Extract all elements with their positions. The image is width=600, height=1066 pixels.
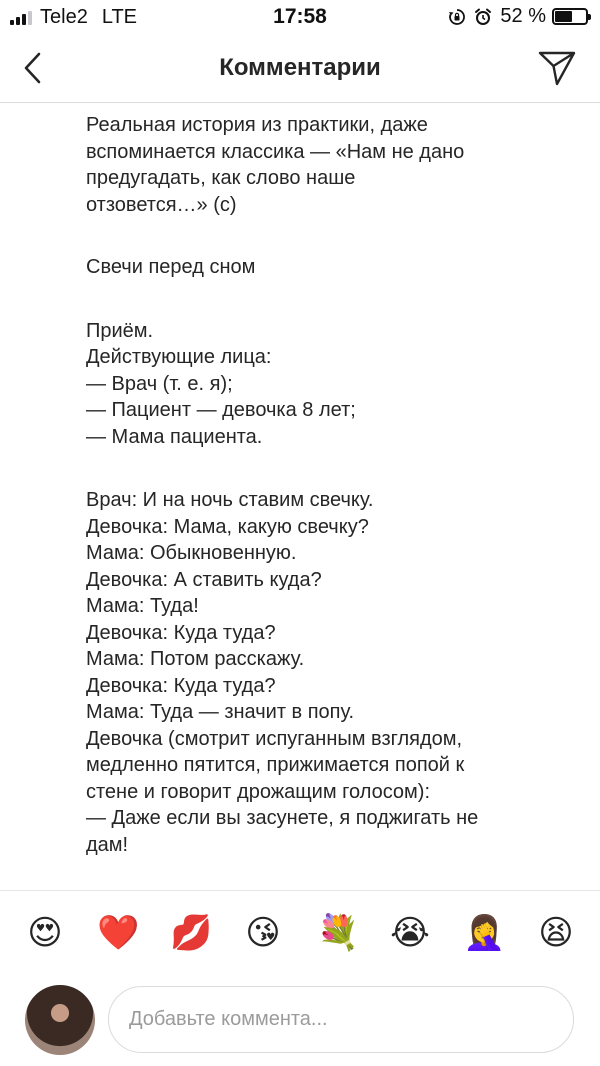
carrier-name: Tele2 xyxy=(40,6,88,28)
paper-plane-icon xyxy=(538,50,576,86)
dialogue-line: Девочка (смотрит испуганным взглядом, xyxy=(86,727,463,750)
heart-eyes-emoji-button[interactable]: 😍 xyxy=(27,913,63,953)
story-title: Свечи перед сном xyxy=(86,256,256,278)
tired-face-emoji-button[interactable]: 😫 xyxy=(538,913,574,953)
dialogue-line: дам! xyxy=(86,833,129,856)
comment-text xyxy=(86,112,576,858)
dialogue-line: Мама: Потом расскажу. xyxy=(86,648,305,670)
share-button[interactable] xyxy=(536,48,578,88)
page-title: Комментарии xyxy=(219,54,381,81)
rotation-lock-icon xyxy=(448,8,466,26)
kiss-mark-emoji-button[interactable]: 💋 xyxy=(170,913,213,953)
comment-line: — Пациент — девочка 8 лет; xyxy=(86,399,356,421)
battery-icon xyxy=(552,8,588,25)
dialogue-line: Мама: Туда! xyxy=(86,595,199,617)
facepalm-emoji-button[interactable]: 🤦‍♀️ xyxy=(463,913,506,953)
dialogue-line: медленно пятится, прижимается попой к xyxy=(86,754,465,776)
dialogue-line: Девочка: Мама, какую свечку? xyxy=(86,515,369,538)
battery-percent: 52 % xyxy=(500,5,546,27)
comment-line: отзовется…» (с) xyxy=(86,193,237,216)
status-time: 17:58 xyxy=(273,5,327,28)
status-bar xyxy=(0,0,600,34)
avatar xyxy=(25,985,95,1055)
crying-emoji-button[interactable]: 😭 xyxy=(390,913,430,953)
comment-line: — Врач (т. е. я); xyxy=(86,372,233,395)
header-bar xyxy=(0,34,600,103)
alarm-icon xyxy=(474,8,492,26)
comment-line: Приём. xyxy=(86,319,154,342)
emoji-bar xyxy=(0,890,600,975)
dialogue-line: Врач: И на ночь ставим свечку. xyxy=(86,489,374,511)
bouquet-emoji-button[interactable]: 💐 xyxy=(317,913,360,953)
dialogue-line: стене и говорит дрожащим голосом): xyxy=(86,780,431,803)
dialogue-line: Мама: Обыкновенную. xyxy=(86,542,297,564)
comment-line: Реальная история из практики, даже xyxy=(86,114,428,136)
dialogue-line: — Даже если вы засунете, я поджигать не xyxy=(86,807,479,829)
dialogue-line: Девочка: Куда туда? xyxy=(86,621,276,644)
blowing-kiss-emoji-button[interactable]: 😘 xyxy=(245,913,281,953)
red-heart-emoji-button[interactable]: ❤️ xyxy=(97,913,140,953)
comment-line: — Мама пациента. xyxy=(86,425,263,448)
network-type: LTE xyxy=(101,6,138,28)
comment-input[interactable] xyxy=(108,986,574,1053)
comment-line: вспоминается классика — «Нам не дано xyxy=(86,140,465,163)
dialogue-line: Девочка: А ставить куда? xyxy=(86,568,322,591)
status-bar-right xyxy=(448,5,588,28)
dialogue-line: Мама: Туда — значит в попу. xyxy=(86,701,355,723)
comment-line: предугадать, как слово наше xyxy=(86,167,356,189)
comment-line: Действующие лица: xyxy=(86,346,272,368)
dialogue-line: Девочка: Куда туда? xyxy=(86,674,276,697)
